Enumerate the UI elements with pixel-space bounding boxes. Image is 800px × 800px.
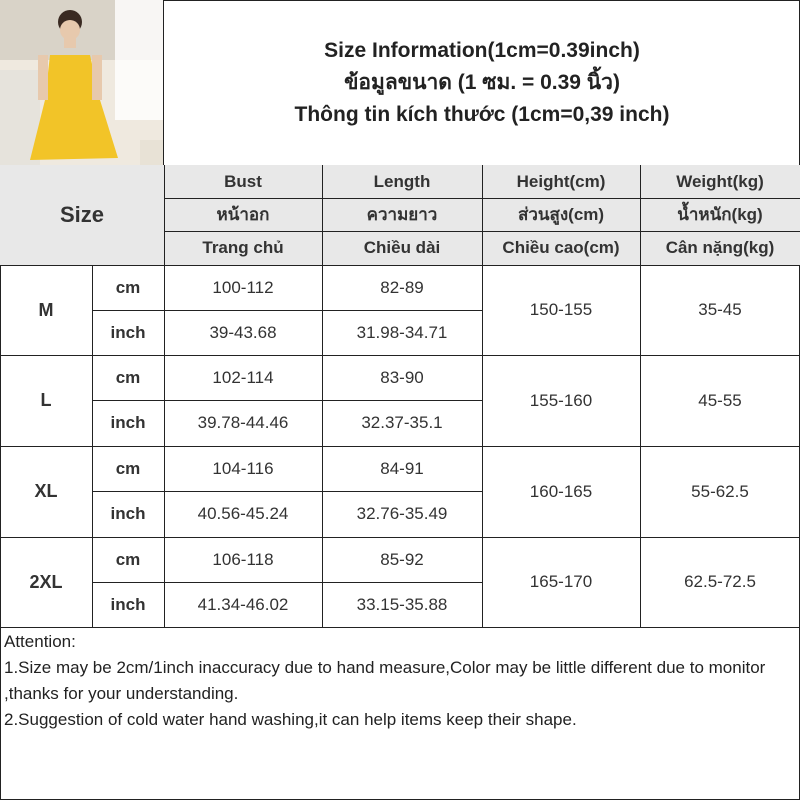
grid-line (0, 355, 800, 356)
col-header-length-vi: Chiều dài (322, 231, 482, 265)
grid-line (0, 537, 800, 538)
length-inch-cell: 32.76-35.49 (356, 504, 448, 523)
height-cell: 155-160 (529, 390, 593, 410)
grid-line (640, 165, 641, 627)
unit-label: cm (115, 549, 141, 569)
col-header-length-th: ความยาว (322, 198, 482, 231)
unit-label: inch (110, 594, 146, 614)
size-info-title (164, 0, 800, 166)
height-cell: 150-155 (529, 300, 593, 319)
col-header-length-en: Length (322, 165, 482, 198)
unit-label: inch (110, 322, 146, 342)
bust-inch-cell: 41.34-46.02 (197, 594, 289, 614)
size-label-m: M (38, 299, 54, 320)
size-label-l: L (40, 390, 52, 410)
bust-inch-cell: 40.56-45.24 (197, 504, 289, 523)
length-inch-cell: 33.15-35.88 (356, 594, 448, 614)
bust-cm-cell: 106-118 (212, 549, 274, 569)
weight-cell: 55-62.5 (691, 481, 749, 501)
grid-line (92, 491, 482, 492)
height-cell: 160-165 (529, 481, 593, 501)
length-cm-cell: 82-89 (380, 277, 424, 297)
col-header-bust-th: หน้าอก (164, 198, 322, 231)
notes-line-1: 1.Size may be 2cm/1inch inaccuracy due to hand measure,Color may be little different due to monitor ,thanks for your understanding. (4, 658, 766, 703)
col-header-weight-th: น้ำหนัก(kg) (640, 198, 800, 231)
col-header-height-vi: Chiều cao(cm) (482, 231, 640, 265)
grid-line (0, 446, 800, 447)
size-label-2xl: 2XL (29, 571, 63, 592)
grid-line (0, 265, 800, 266)
bust-cm-cell: 102-114 (212, 367, 274, 387)
height-cell: 165-170 (529, 572, 593, 591)
bust-inch-cell: 39-43.68 (209, 322, 277, 342)
length-cm-cell: 84-91 (380, 458, 424, 478)
size-table (0, 165, 800, 627)
bust-inch-cell: 39.78-44.46 (197, 413, 289, 432)
unit-label: inch (110, 504, 146, 523)
product-photo (0, 0, 164, 166)
grid-line (92, 582, 482, 583)
col-header-height-th: ส่วนสูง(cm) (482, 198, 640, 231)
unit-label: cm (115, 277, 141, 297)
unit-label: cm (115, 458, 141, 478)
weight-cell: 35-45 (698, 300, 742, 319)
title-thai: ข้อมูลขนาด (1 ซม. = 0.39 นิ้ว) (344, 70, 620, 94)
bust-cm-cell: 100-112 (212, 277, 274, 297)
col-header-weight-vi: Cân nặng(kg) (640, 231, 800, 265)
grid-line (482, 165, 483, 627)
dress-photo-icon (0, 0, 163, 165)
bust-cm-cell: 104-116 (212, 458, 274, 478)
col-header-weight-en: Weight(kg) (640, 165, 800, 198)
size-header-label: Size (59, 202, 105, 227)
weight-cell: 62.5-72.5 (684, 572, 756, 591)
notes-heading: Attention: (4, 632, 76, 651)
notes-line-2: 2.Suggestion of cold water hand washing,it can help items keep their shape. (4, 710, 577, 729)
unit-label: cm (115, 367, 141, 387)
grid-line (92, 265, 93, 627)
unit-label: inch (110, 413, 146, 432)
grid-line (164, 165, 165, 627)
length-inch-cell: 31.98-34.71 (356, 322, 448, 342)
grid-line (322, 165, 323, 627)
grid-line (92, 310, 482, 311)
title-english: Size Information(1cm=0.39inch) (324, 38, 640, 62)
weight-cell: 45-55 (698, 390, 742, 410)
size-header-cell (0, 165, 164, 265)
length-cm-cell: 85-92 (380, 549, 424, 569)
col-header-bust-vi: Trang chủ (164, 231, 322, 265)
col-header-bust-en: Bust (164, 165, 322, 198)
grid-line (0, 627, 800, 628)
title-vietnamese: Thông tin kích thước (1cm=0,39 inch) (294, 102, 670, 126)
length-inch-cell: 32.37-35.1 (361, 413, 443, 432)
length-cm-cell: 83-90 (380, 367, 424, 387)
grid-line (92, 400, 482, 401)
attention-notes (4, 629, 794, 733)
col-header-height-en: Height(cm) (482, 165, 640, 198)
size-label-xl: XL (34, 481, 58, 501)
